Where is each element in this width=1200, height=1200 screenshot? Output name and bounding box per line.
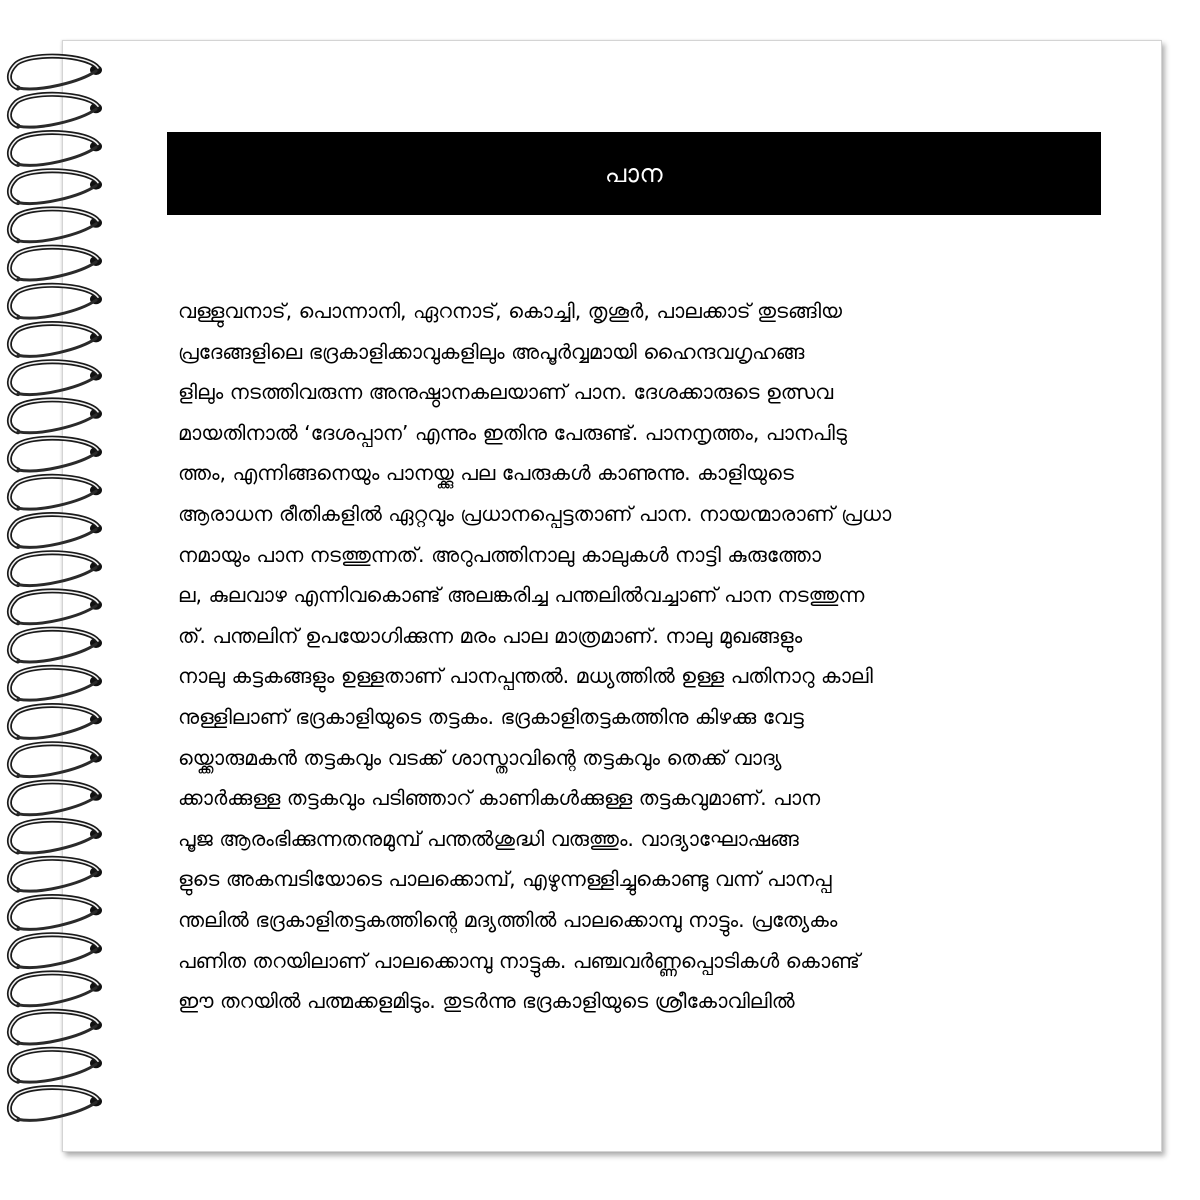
spiral-ring	[9, 629, 102, 662]
text-line: ത്. പന്തലിന് ഉപയോഗിക്കുന്ന മരം പാല മാത്രമാണ്. നാലു മുഖങ്ങളും	[178, 623, 803, 648]
body-text	[178, 291, 1086, 1022]
spiral-ring	[9, 744, 102, 777]
spiral-ring	[9, 133, 102, 166]
spiral-ring	[9, 1088, 102, 1121]
spiral-ring	[9, 591, 102, 624]
spiral-ring	[9, 476, 102, 509]
spiral-ring	[9, 515, 102, 548]
spiral-ring	[9, 209, 102, 242]
spiral-ring	[9, 56, 102, 89]
text-line: ളുടെ അകമ്പടിയോടെ പാലക്കൊമ്പ്, എഴുന്നള്ളിച്ചുകൊണ്ടു വന്ന് പാനപ്പ	[178, 867, 832, 892]
text-line: പണിത തറയിലാണ് പാലക്കൊമ്പു നാട്ടുക. പഞ്ചവർണ്ണപ്പൊടികൾ കൊണ്ട്	[178, 948, 860, 973]
text-line: ഈ തറയിൽ പത്മക്കളമിടും. തുടർന്നു ഭദ്രകാളിയുടെ ശ്രീകോവിലിൽ	[178, 989, 795, 1014]
spiral-ring	[9, 324, 102, 357]
text-line: നുള്ളിലാണ് ഭദ്രകാളിയുടെ തട്ടകം. ഭദ്രകാളിതട്ടകത്തിനു കിഴക്കു വേട്ട	[178, 704, 804, 729]
text-line: ആരാധന രീതികളിൽ ഏറ്റവും പ്രധാനപ്പെട്ടതാണ് പാന. നായന്മാരാണ് പ്രധാ	[178, 501, 892, 526]
spiral-ring	[9, 553, 102, 586]
page-title: പാന	[604, 158, 664, 188]
text-line: പ്രദേങ്ങളിലെ ഭദ്രകാളിക്കാവുകളിലും അപൂർവ്വമായി ഹൈന്ദവഗൃഹങ്ങ	[178, 339, 805, 364]
spiral-ring	[9, 362, 102, 395]
text-line: ളിലും നടത്തിവരുന്ന അനുഷ്ഠാനകലയാണ് പാന. ദേശക്കാരുടെ ഉത്സവ	[178, 380, 834, 405]
spiral-ring	[9, 438, 102, 471]
spiral-ring	[9, 94, 102, 127]
spiral-ring	[9, 782, 102, 815]
title-bar	[167, 132, 1101, 215]
text-line: വള്ളുവനാട്, പൊന്നാനി, ഏറനാട്, കൊച്ചി, തൃശൂർ, പാലക്കാട് തുടങ്ങിയ	[178, 299, 843, 323]
spiral-ring	[9, 285, 102, 318]
spiral-ring	[9, 1011, 102, 1044]
spiral-ring	[9, 667, 102, 700]
text-line: പൂജ ആരംഭിക്കുന്നതനുമുമ്പ് പന്തൽശുദ്ധി വരുത്തും. വാദ്യാഘോഷങ്ങ	[178, 826, 799, 851]
spiral-ring	[9, 400, 102, 433]
text-line: നാലു കട്ടകങ്ങളും ഉള്ളതാണ് പാനപ്പന്തൽ. മധ്യത്തിൽ ഉള്ള പതിനാറു കാലി	[178, 664, 873, 689]
spiral-ring	[9, 1049, 102, 1082]
text-line: ന്തലിൽ ഭദ്രകാളിതട്ടകത്തിന്റെ മദ്യത്തിൽ പാലക്കൊമ്പു നാട്ടും. പ്രത്യേകം	[178, 907, 838, 932]
spiral-ring	[9, 247, 102, 280]
spiral-ring	[9, 820, 102, 853]
spiral-ring	[9, 706, 102, 739]
text-line: മായതിനാൽ ‘ദേശപ്പാന’ എന്നും ഇതിനു പേരുണ്ട്. പാനനൃത്തം, പാനപിടു	[178, 420, 847, 445]
spiral-ring	[9, 171, 102, 204]
text-line: ല, കുലവാഴ എന്നിവകൊണ്ട് അലങ്കരിച്ച പന്തലിൽവച്ചാണ് പാന നടത്തുന്ന	[178, 583, 865, 608]
text-line: ക്കാർക്കുള്ള തട്ടകവും പടിഞ്ഞാറ് കാണികൾക്കുള്ള തട്ടകവുമാണ്. പാന	[178, 786, 821, 811]
text-line: ത്തം, എന്നിങ്ങനെയും പാനയ്ക്കു പല പേരുകൾ കാണുന്നു. കാളിയുടെ	[178, 461, 794, 486]
spiral-binding	[0, 40, 120, 1150]
text-line: നമായും പാന നടത്തുന്നത്. അറുപത്തിനാലു കാലുകൾ നാട്ടി കുരുത്തോ	[178, 542, 821, 567]
text-line: യ്ക്കൊരുമകൻ തട്ടകവും വടക്ക് ശാസ്താവിന്റെ തട്ടകവും തെക്ക് വാദ്യ	[178, 745, 782, 770]
spiral-ring	[9, 897, 102, 930]
spiral-ring	[9, 858, 102, 891]
spiral-ring	[9, 973, 102, 1006]
spiral-ring	[9, 935, 102, 968]
